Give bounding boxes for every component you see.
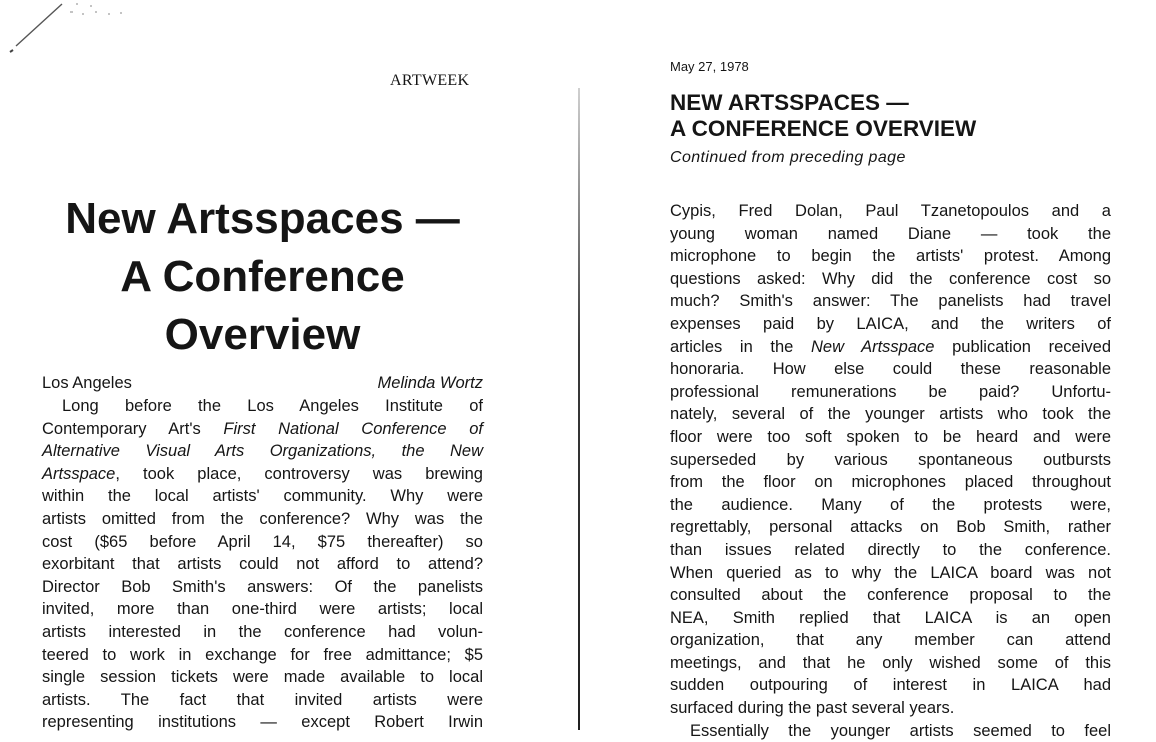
text-line: When queried as to why the LAICA board was not <box>670 563 1111 582</box>
text-line: the audience. Many of the protests were, <box>670 495 1111 514</box>
text-line: expenses paid by LAICA, and the writers of <box>670 314 1111 333</box>
continued-article-title <box>670 90 976 142</box>
text-line: teered to work in exchange for free admittance; $5 <box>42 645 483 664</box>
byline-author: Melinda Wortz <box>377 374 483 392</box>
text-line: Contemporary Art's First National Conference of <box>42 419 483 438</box>
byline <box>42 373 483 393</box>
text-line: within the local artists' community. Why were <box>42 487 483 506</box>
title-line: NEW ARTSSPACES — <box>670 90 909 115</box>
title-line: A CONFERENCE OVERVIEW <box>670 116 977 141</box>
left-page <box>0 0 578 730</box>
text-line: organization, that any member can attend <box>670 631 1111 650</box>
byline-location: Los Angeles <box>42 374 132 392</box>
text-line: invited, more than one-third were artists; local <box>42 600 483 619</box>
running-head: ARTWEEK <box>390 72 470 89</box>
text-line: from the floor on microphones placed throughout <box>670 473 1111 492</box>
page-gutter <box>578 88 580 730</box>
text-line: superseded by various spontaneous outbursts <box>670 450 1111 469</box>
text-line: artists interested in the conference had volun- <box>42 622 483 641</box>
text-line: nately, several of the younger artists who took the <box>670 405 1111 424</box>
text-line: exorbitant that artists could not afford to attend? <box>42 555 483 574</box>
text-line: much? Smith's answer: The panelists had travel <box>670 292 1111 311</box>
text-line: floor were too soft spoken to be heard and were <box>670 427 1111 446</box>
text-line: cost ($65 before April 14, $75 thereafter) so <box>42 532 483 551</box>
issue-date: May 27, 1978 <box>670 59 749 74</box>
text-line: Alternative Visual Arts Organizations, the New <box>42 442 483 461</box>
text-line: Director Bob Smith's answers: Of the panelists <box>42 577 483 596</box>
text-line: Essentially the younger artists seemed to feel <box>690 721 1111 740</box>
right-column-body <box>670 200 1111 742</box>
text-line: NEA, Smith replied that LAICA is an open <box>670 608 1111 627</box>
title-line: New Artsspaces — <box>65 194 460 243</box>
text-line: microphone to begin the artists' protest. Among <box>670 247 1111 266</box>
text-line: meetings, and that he only wished some of this <box>670 653 1111 672</box>
text-line: single session tickets were made available to local <box>42 668 483 687</box>
text-line: Cypis, Fred Dolan, Paul Tzanetopoulos and a <box>670 202 1111 220</box>
text-line: surfaced during the past several years. <box>670 699 955 718</box>
article-title <box>40 190 485 364</box>
text-line: than issues related directly to the conference. <box>670 540 1111 559</box>
text-line: honoraria. How else could these reasonable <box>670 360 1111 379</box>
text-line: Artsspace, took place, controversy was brewing <box>42 464 483 483</box>
text-line: young woman named Diane — took the <box>670 224 1111 243</box>
continued-note: Continued from preceding page <box>670 149 906 166</box>
title-line: A Conference <box>120 252 405 301</box>
text-line: representing institutions — except Robert Irwin <box>42 713 483 732</box>
title-line: Overview <box>164 310 361 359</box>
text-line: articles in the New Artsspace publication received <box>670 337 1112 356</box>
text-line: questions asked: Why did the conference cost so <box>670 269 1111 288</box>
text-line: artists. The fact that invited artists were <box>42 690 483 709</box>
text-line: Long before the Los Angeles Institute of <box>62 397 483 415</box>
text-line: sudden outpouring of interest in LAICA had <box>670 676 1111 695</box>
text-line: regrettably, personal attacks on Bob Smith, rather <box>670 518 1111 537</box>
pen-scratch-mark <box>0 0 130 60</box>
text-line: professional remunerations be paid? Unfortu- <box>670 382 1111 401</box>
text-line: artists omitted from the conference? Why was the <box>42 509 483 528</box>
left-column-body <box>42 395 483 734</box>
text-line: consulted about the conference proposal to the <box>670 586 1111 605</box>
right-page <box>582 0 1156 740</box>
